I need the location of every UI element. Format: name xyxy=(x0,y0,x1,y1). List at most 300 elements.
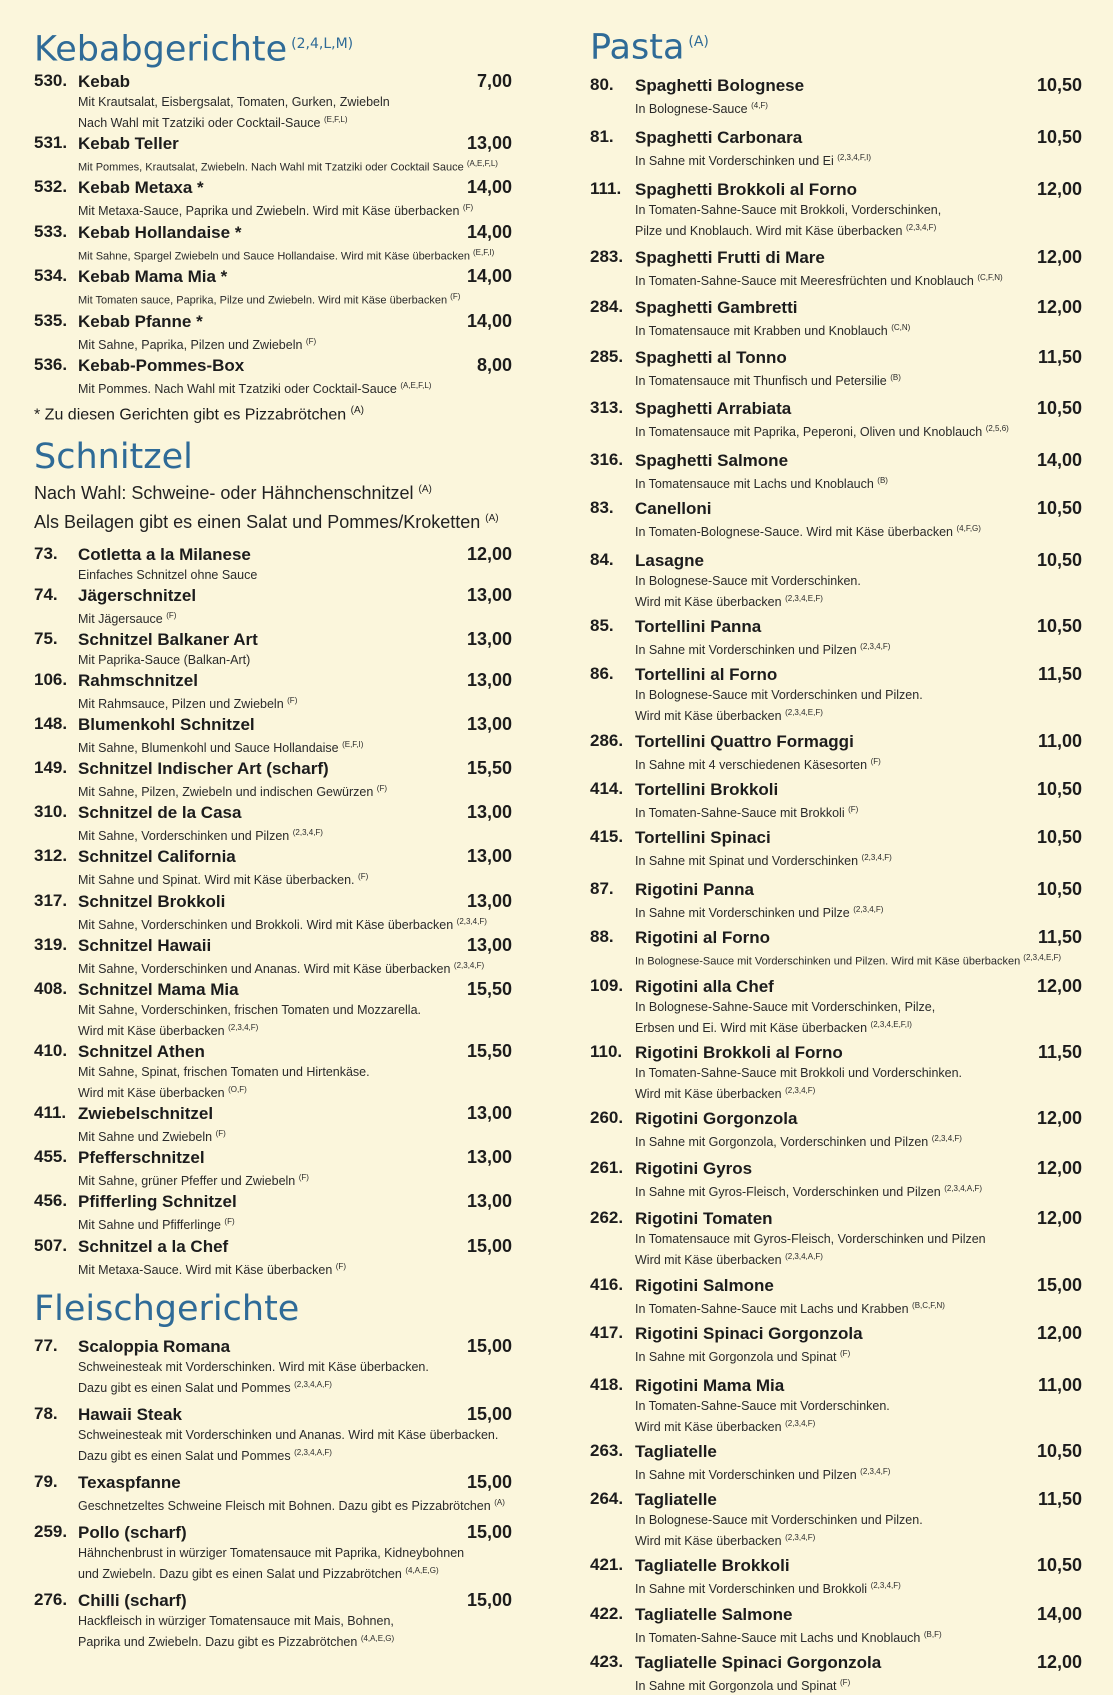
item-header xyxy=(78,265,512,288)
item-name: Rigotini Salmone xyxy=(635,1275,774,1295)
menu-item xyxy=(590,178,1082,240)
item-price: 12,00 xyxy=(1036,1108,1082,1129)
item-price: 15,00 xyxy=(466,1522,512,1543)
item-header xyxy=(635,1488,1082,1511)
item-description-text: Mit Sahne und Pfifferlinge xyxy=(78,1218,221,1233)
item-description-text: In Tomatensauce mit Lachs und Knoblauch xyxy=(635,476,874,491)
item-price: 11,50 xyxy=(1037,927,1082,948)
allergen-tag: (2,3,4,F) xyxy=(853,905,884,914)
allergen-tag: (2,3,4,A,F) xyxy=(294,1379,332,1389)
menu-item xyxy=(590,1322,1082,1366)
item-body xyxy=(635,730,1082,774)
item-price: 13,00 xyxy=(466,1147,512,1168)
menu-item xyxy=(34,890,554,934)
item-header xyxy=(78,978,512,1001)
item-price: 10,50 xyxy=(1036,1555,1082,1576)
item-description-text: Mit Sahne, Pilzen, Zwiebeln und indischen Gewürzen xyxy=(78,785,374,800)
item-description-text: In Tomaten-Sahne-Sauce mit Brokkoli und Vorderschinken. xyxy=(635,1065,963,1080)
item-number: 84. xyxy=(590,550,614,570)
item-description xyxy=(635,201,1082,219)
item-description xyxy=(78,1494,512,1515)
menu-item xyxy=(590,1374,1082,1436)
item-description xyxy=(78,1169,512,1190)
item-header xyxy=(635,1041,1082,1064)
item-name: Cotletta a la Milanese xyxy=(78,544,251,564)
menu-item xyxy=(590,1041,1082,1103)
item-name: Tortellini Quattro Formaggi xyxy=(635,731,854,751)
item-description xyxy=(635,1130,1082,1151)
section-title-text: Schnitzel xyxy=(34,436,193,477)
item-name: Schnitzel California xyxy=(78,847,236,867)
item-body xyxy=(635,1107,1082,1151)
item-description xyxy=(635,520,1082,541)
item-description-text: In Bolognese-Sauce mit Vorderschinken und Pilzen. Wird mit Käse überbacken xyxy=(635,955,1021,968)
item-body xyxy=(78,1471,554,1515)
allergen-tag: (C,N) xyxy=(891,323,911,333)
allergen-tag: (F) xyxy=(840,1348,851,1358)
section-title-kebab xyxy=(34,24,554,70)
item-body xyxy=(78,628,554,669)
item-number: 109. xyxy=(590,975,624,995)
item-name: Spaghetti al Tonno xyxy=(635,348,787,368)
item-description-text: Dazu gibt es einen Salat und Pommes xyxy=(78,1449,291,1464)
item-header xyxy=(635,497,1082,520)
menu-item xyxy=(590,449,1082,493)
item-number: 533. xyxy=(34,221,68,241)
item-number: 536. xyxy=(34,355,68,375)
allergen-tag: (A) xyxy=(350,405,364,417)
item-header xyxy=(78,628,512,651)
item-body xyxy=(78,934,554,978)
item-header xyxy=(635,1107,1082,1130)
item-description-text: Wird mit Käse überbacken xyxy=(635,1420,782,1435)
item-header xyxy=(635,1554,1082,1577)
allergen-tag: (F) xyxy=(287,695,298,705)
item-description-text: In Sahne mit Gyros-Fleisch, Vorderschinken und Pilzen xyxy=(635,1185,941,1200)
item-header xyxy=(635,1207,1082,1230)
allergen-tag: (2,3,4,E,F) xyxy=(785,594,823,604)
item-name: Zwiebelschnitzel xyxy=(78,1104,214,1124)
menu-item xyxy=(34,265,554,310)
item-description xyxy=(635,97,1082,118)
item-body xyxy=(78,669,554,713)
item-name: Lasagne xyxy=(635,551,704,571)
menu-item xyxy=(34,845,554,889)
item-body xyxy=(78,1102,554,1146)
item-header xyxy=(78,801,512,824)
item-price: 13,00 xyxy=(466,890,512,911)
item-name: Kebab Metaxa * xyxy=(78,178,204,198)
item-header xyxy=(635,1157,1082,1180)
allergen-tag: (2,3,4,F) xyxy=(870,1581,901,1591)
item-price: 15,00 xyxy=(466,1590,512,1611)
allergen-tag: (A) xyxy=(485,512,499,524)
item-description xyxy=(78,868,512,889)
menu-item xyxy=(34,713,554,757)
item-price: 14,00 xyxy=(1036,1603,1082,1624)
item-number: 276. xyxy=(34,1590,68,1610)
schnitzel-intro-line-1 xyxy=(34,477,554,506)
item-header xyxy=(635,663,1082,686)
menu-item xyxy=(590,926,1082,971)
item-description xyxy=(635,269,1082,290)
item-body xyxy=(78,70,554,132)
item-description xyxy=(78,244,512,266)
item-header xyxy=(635,778,1082,801)
item-description-text: Mit Metaxa-Sauce, Paprika und Zwiebeln. Wird mit Käse überbacken xyxy=(78,204,460,219)
item-header xyxy=(635,1322,1082,1345)
item-number: 317. xyxy=(34,890,68,910)
item-number: 148. xyxy=(34,713,68,733)
item-price: 10,50 xyxy=(1036,879,1082,899)
item-description-text: In Tomatensauce mit Paprika, Peperoni, Oliven und Knoblauch xyxy=(635,424,983,439)
item-price: 13,00 xyxy=(466,713,512,734)
item-body xyxy=(78,890,554,934)
item-description xyxy=(78,1544,512,1562)
item-number: 319. xyxy=(34,934,68,954)
item-name: Pollo (scharf) xyxy=(78,1523,187,1543)
item-price: 14,00 xyxy=(466,310,512,331)
item-body xyxy=(635,878,1082,922)
item-body xyxy=(635,1157,1082,1201)
item-name: Schnitzel de la Casa xyxy=(78,803,242,823)
item-body xyxy=(635,1374,1082,1436)
menu-item xyxy=(590,74,1082,118)
allergen-tag: (B) xyxy=(877,475,888,485)
menu-item xyxy=(34,934,554,978)
item-number: 83. xyxy=(590,497,614,517)
menu-item xyxy=(34,221,554,266)
item-header xyxy=(78,310,512,333)
item-name: Rigotini Gorgonzola xyxy=(635,1109,798,1129)
item-price: 10,50 xyxy=(1036,550,1082,571)
item-description-text: In Tomaten-Sahne-Sauce mit Lachs und Knoblauch xyxy=(635,1630,921,1645)
item-name: Spaghetti Bolognese xyxy=(635,75,805,95)
section-title-text: Pasta xyxy=(590,27,685,68)
item-price: 15,00 xyxy=(466,1472,512,1493)
item-body xyxy=(635,1554,1082,1598)
item-body xyxy=(635,778,1082,822)
item-price: 15,50 xyxy=(466,758,512,779)
item-name: Rigotini Tomaten xyxy=(635,1209,773,1229)
left-column xyxy=(34,0,554,1652)
item-price: 11,50 xyxy=(1037,664,1082,685)
item-header xyxy=(78,132,512,155)
item-number: 415. xyxy=(590,826,624,846)
item-name: Rigotini alla Chef xyxy=(635,976,774,996)
item-description-text: Mit Sahne, Blumenkohl und Sauce Hollandaise xyxy=(78,741,339,756)
item-header xyxy=(78,845,512,868)
item-description-line-2 xyxy=(635,1248,1082,1269)
item-header xyxy=(78,221,512,244)
item-number: 316. xyxy=(590,449,624,469)
pasta-list xyxy=(590,74,1082,1695)
item-body xyxy=(635,449,1082,493)
item-price: 13,00 xyxy=(466,132,512,153)
item-description-text: In Bolognese-Sahne-Sauce mit Vorderschinken, Pilze, xyxy=(635,999,936,1014)
item-number: 77. xyxy=(34,1335,58,1355)
item-description-text: Wird mit Käse überbacken xyxy=(635,1253,782,1268)
item-body xyxy=(635,1603,1082,1647)
item-description-text: und Zwiebeln. Dazu gibt es einen Salat und Pizzabrötchen xyxy=(78,1567,402,1582)
kebab-note xyxy=(34,400,554,426)
item-description-text: Hackfleisch in würziger Tomatensauce mit Mais, Bohnen, xyxy=(78,1614,394,1629)
item-description xyxy=(78,1001,512,1019)
item-description xyxy=(635,849,1082,870)
allergen-tag: (A) xyxy=(418,483,432,495)
item-price: 10,50 xyxy=(1036,778,1082,799)
item-body xyxy=(78,176,554,220)
allergen-tag: (A) xyxy=(494,1498,505,1508)
item-name: Schnitzel Balkaner Art xyxy=(78,629,258,649)
item-description-text: Wird mit Käse überbacken xyxy=(635,709,782,724)
item-description xyxy=(635,1180,1082,1201)
item-description-text: Mit Sahne, Vorderschinken und Pilzen xyxy=(78,829,290,844)
item-description-line-2 xyxy=(635,590,1082,611)
item-name: Spaghetti Gambretti xyxy=(635,298,798,318)
item-description xyxy=(635,998,1082,1016)
item-price: 11,50 xyxy=(1037,1489,1082,1510)
item-price: 13,00 xyxy=(466,1103,512,1124)
kebab-list xyxy=(34,70,554,399)
item-description-text: In Sahne mit Vorderschinken und Brokkoli xyxy=(635,1582,868,1597)
allergen-tag: (2,3,4,F) xyxy=(785,1533,816,1543)
item-description-text: Mit Jägersauce xyxy=(78,611,163,626)
allergen-tag: (2,3,4,E,F,I) xyxy=(870,1019,912,1029)
allergen-tag: (2,3,4,E,F) xyxy=(1023,953,1062,963)
item-header xyxy=(635,246,1082,269)
allergen-tag: (F) xyxy=(335,1261,346,1271)
item-description-text: In Sahne mit Gorgonzola, Vorderschinken und Pilzen xyxy=(635,1135,929,1150)
allergen-tag: (2,3,4,A,F) xyxy=(944,1184,982,1194)
item-price: 12,00 xyxy=(1036,1322,1082,1343)
item-price: 12,00 xyxy=(1036,247,1082,268)
menu-item xyxy=(34,628,554,669)
item-description-text: Dazu gibt es einen Salat und Pommes xyxy=(78,1380,291,1395)
allergen-tag: (2,3,4,A,F) xyxy=(785,1252,823,1262)
item-number: 534. xyxy=(34,266,68,286)
item-body xyxy=(635,926,1082,971)
item-name: Pfifferling Schnitzel xyxy=(78,1192,237,1212)
item-price: 15,00 xyxy=(466,1235,512,1256)
allergen-tag: (F) xyxy=(870,756,881,766)
allergen-tag: (A,E,F,L) xyxy=(466,158,498,168)
item-body xyxy=(635,975,1082,1037)
section-title-text: Kebabgerichte xyxy=(34,29,288,70)
item-body xyxy=(78,354,554,398)
item-header xyxy=(635,1603,1082,1626)
item-body xyxy=(635,549,1082,611)
item-number: 79. xyxy=(34,1472,58,1492)
item-description-text: Mit Krautsalat, Eisbergsalat, Tomaten, Gurken, Zwiebeln xyxy=(78,94,390,109)
allergen-tag: (2,5,6) xyxy=(985,423,1009,433)
item-price: 10,50 xyxy=(1036,126,1082,147)
item-description xyxy=(635,1397,1082,1415)
item-description-text: Mit Tomaten sauce, Paprika, Pilze und Zwiebeln. Wird mit Käse überbacken xyxy=(78,294,448,307)
item-description-text: Mit Sahne, Vorderschinken, frischen Tomaten und Mozzarella. xyxy=(78,1002,422,1017)
menu-item xyxy=(34,354,554,398)
item-name: Tortellini Brokkoli xyxy=(635,779,779,799)
item-header xyxy=(635,1374,1082,1397)
item-name: Rigotini Panna xyxy=(635,880,754,899)
item-description xyxy=(78,1258,512,1279)
item-number: 416. xyxy=(590,1274,624,1294)
item-header xyxy=(635,878,1082,901)
item-description xyxy=(635,369,1082,390)
item-name: Tagliatelle Spinaci Gorgonzola xyxy=(635,1652,882,1672)
item-name: Scaloppia Romana xyxy=(78,1336,231,1356)
item-name: Jägerschnitzel xyxy=(78,585,197,605)
item-description xyxy=(635,420,1082,441)
item-name: Canelloni xyxy=(635,498,712,518)
item-body xyxy=(635,346,1082,390)
item-body xyxy=(635,178,1082,240)
menu-item xyxy=(590,549,1082,611)
item-number: 111. xyxy=(590,178,622,198)
item-description-text: Nach Wahl mit Tzatziki oder Cocktail-Sauce xyxy=(78,115,321,130)
item-body xyxy=(78,845,554,889)
item-header xyxy=(78,1335,512,1358)
item-number: 285. xyxy=(590,347,624,367)
item-price: 7,00 xyxy=(476,70,512,91)
item-description-text: Wird mit Käse überbacken xyxy=(635,595,782,610)
item-description xyxy=(635,319,1082,340)
section-title-schnitzel xyxy=(34,437,554,477)
allergen-tag: (C,F,N) xyxy=(977,273,1003,283)
item-price: 10,50 xyxy=(1036,1441,1082,1462)
right-column xyxy=(590,0,1082,1695)
menu-item xyxy=(34,1190,554,1234)
item-name: Spaghetti Carbonara xyxy=(635,127,803,147)
menu-item xyxy=(34,1235,554,1279)
item-number: 78. xyxy=(34,1403,58,1423)
menu-item xyxy=(34,1471,554,1515)
menu-item xyxy=(590,1440,1082,1484)
allergen-tag: (2,4,L,M) xyxy=(291,36,354,52)
item-name: Rahmschnitzel xyxy=(78,670,198,690)
item-price: 15,00 xyxy=(466,1335,512,1356)
item-number: 410. xyxy=(34,1040,68,1060)
item-description-text: Mit Sahne, grüner Pfeffer und Zwiebeln xyxy=(78,1174,296,1189)
item-description-text: In Bolognese-Sauce mit Vorderschinken und Pilzen. xyxy=(635,688,923,703)
item-body xyxy=(635,296,1082,340)
menu-item xyxy=(34,1521,554,1583)
item-name: Schnitzel a la Chef xyxy=(78,1236,229,1256)
allergen-tag: (E,F,L) xyxy=(323,114,348,124)
allergen-tag: (F) xyxy=(215,1129,226,1139)
item-name: Tortellini Panna xyxy=(635,617,762,637)
item-description-text: In Tomaten-Sahne-Sauce mit Vorderschinken. xyxy=(635,1398,890,1413)
item-price: 13,00 xyxy=(466,628,512,649)
item-header xyxy=(78,354,512,377)
item-description-text: Schweinesteak mit Vorderschinken und Ananas. Wird mit Käse überbacken. xyxy=(78,1427,499,1442)
item-description xyxy=(635,1230,1082,1248)
item-number: 313. xyxy=(590,397,624,417)
item-description-text: In Tomaten-Sahne-Sauce mit Brokkoli, Vorderschinken, xyxy=(635,202,942,217)
allergen-tag: (4,F) xyxy=(751,100,768,110)
item-body xyxy=(635,246,1082,290)
item-name: Blumenkohl Schnitzel xyxy=(78,714,255,734)
item-number: 422. xyxy=(590,1603,624,1623)
item-name: Kebab Hollandaise * xyxy=(78,222,242,242)
menu-item xyxy=(590,975,1082,1037)
item-number: 414. xyxy=(590,778,624,798)
item-description-text: Mit Sahne und Zwiebeln xyxy=(78,1130,213,1145)
item-description xyxy=(78,1358,512,1376)
item-name: Tagliatelle xyxy=(635,1442,717,1462)
item-description xyxy=(78,288,512,310)
item-header xyxy=(78,584,512,607)
item-price: 14,00 xyxy=(466,221,512,242)
item-price: 13,00 xyxy=(466,584,512,605)
item-number: 284. xyxy=(590,297,624,317)
item-header xyxy=(78,1102,512,1125)
item-number: 310. xyxy=(34,802,68,822)
item-header xyxy=(635,178,1082,201)
item-description xyxy=(635,1463,1082,1484)
schnitzel-intro-line-2 xyxy=(34,506,554,535)
item-price: 12,00 xyxy=(1036,975,1082,996)
item-price: 13,00 xyxy=(466,802,512,823)
item-header xyxy=(78,669,512,692)
menu-item xyxy=(590,1207,1082,1269)
menu-item xyxy=(34,1146,554,1190)
item-body xyxy=(78,1146,554,1190)
item-number: 530. xyxy=(34,70,68,90)
item-body xyxy=(78,265,554,310)
item-name: Spaghetti Arrabiata xyxy=(635,398,792,418)
fleisch-list xyxy=(34,1335,554,1652)
item-name: Chilli (scharf) xyxy=(78,1591,187,1611)
item-price: 12,00 xyxy=(466,543,512,564)
item-description xyxy=(78,566,512,584)
menu-item xyxy=(590,1603,1082,1647)
item-description xyxy=(635,1577,1082,1598)
item-description-text: In Bolognese-Sauce mit Vorderschinken. xyxy=(635,574,861,589)
item-name: Texaspfanne xyxy=(78,1473,181,1493)
item-header xyxy=(635,126,1082,149)
item-description-line-2 xyxy=(78,1562,512,1583)
item-price: 11,00 xyxy=(1037,1374,1082,1395)
allergen-tag: (F) xyxy=(166,610,177,620)
item-description-line-2 xyxy=(78,1081,512,1102)
item-description-text: Mit Sahne, Paprika, Pilzen und Zwiebeln xyxy=(78,338,303,353)
item-description-text: Mit Paprika-Sauce (Balkan-Art) xyxy=(78,652,251,667)
item-description-text: Mit Sahne, Spargel Zwiebeln und Sauce Hollandaise. Wird mit Käse überbacken xyxy=(78,250,470,263)
item-header xyxy=(635,615,1082,638)
item-description-line-2 xyxy=(78,111,512,132)
menu-item xyxy=(590,346,1082,390)
item-header xyxy=(78,713,512,736)
menu-item xyxy=(590,1651,1082,1695)
allergen-tag: (F) xyxy=(450,292,461,302)
item-body xyxy=(78,978,554,1040)
item-price: 12,00 xyxy=(1036,1158,1082,1179)
allergen-tag: (2,3,4,A,F) xyxy=(294,1447,332,1457)
allergen-tag: (A) xyxy=(688,34,709,50)
item-description xyxy=(635,1626,1082,1647)
item-description-text: In Sahne mit Vorderschinken und Ei xyxy=(635,153,834,168)
item-description-line-2 xyxy=(635,219,1082,240)
item-description-line-2 xyxy=(635,1415,1082,1436)
item-header xyxy=(78,1235,512,1258)
item-name: Kebab Mama Mia * xyxy=(78,267,228,287)
item-number: 535. xyxy=(34,310,68,330)
item-description xyxy=(78,1426,512,1444)
item-body xyxy=(635,1274,1082,1318)
item-description xyxy=(78,913,512,934)
menu-item xyxy=(590,1488,1082,1550)
